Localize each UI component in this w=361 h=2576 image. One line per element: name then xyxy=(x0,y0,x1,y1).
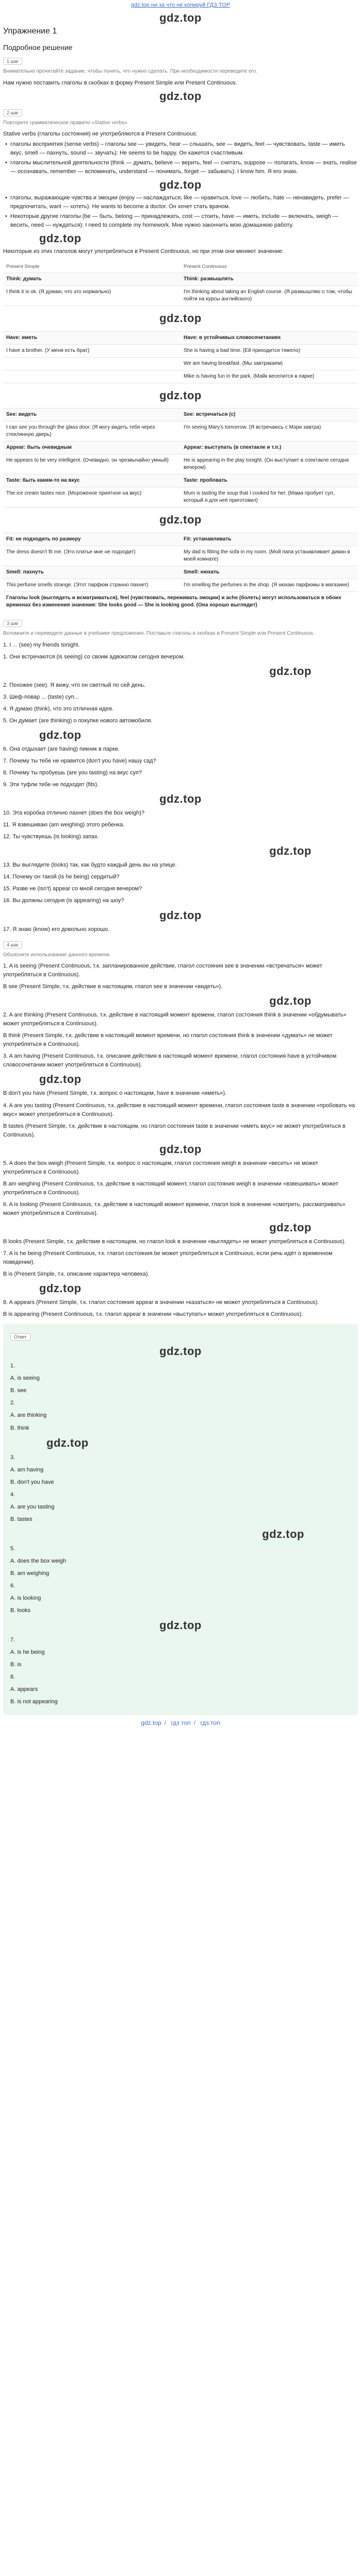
table-cell: I think it is ok. (Я думаю, что это нормально) xyxy=(3,285,180,306)
top-link[interactable]: gdz.top ни за что не копируй ГДЗ.TOP xyxy=(130,2,231,8)
list-item: B looks (Present Simple, т.к. действие в настоящем, но глагол look в значении «выглядеть» не может употребляться в Continuous). xyxy=(3,1238,346,1245)
list-item: B tastes (Present Simple, т.к. действие в настоящем, но глагол состояния taste в значении «иметь вкус» не может употребляться в Continuous). xyxy=(3,1123,346,1138)
answer-item: A. does the box weigh xyxy=(10,1557,67,1564)
watermark: gdz.top xyxy=(39,728,81,741)
list-item: 10. Эта коробка отлично пахнет (does the box weigh)? xyxy=(3,810,145,817)
footer-link[interactable]: гдз.топ xyxy=(200,1719,220,1727)
step-2-badge: 2 шаг xyxy=(3,109,22,116)
watermark: gdz.top xyxy=(159,513,202,527)
table-cell: She is having a bad time. (Ей приходится тяжело) xyxy=(180,344,358,357)
section-cell: Fit: не подходить по размеру xyxy=(3,533,180,546)
table-cell xyxy=(3,357,180,370)
head-cell: Present Simple xyxy=(6,263,40,269)
list-item: 15. Разве не (isn't) appear со мной сегодня вечером? xyxy=(3,886,142,892)
table-cell: I'm thinking about taking an English course. (Я размышляю о том, чтобы пойти на курсы английского) xyxy=(180,285,358,306)
answer-item: B. am weighing xyxy=(10,1570,50,1577)
list-item: B see (Present Simple, т.к. действие в настоящем, глагол see в значении «видеть»). xyxy=(3,984,223,990)
step-1-hint: Внимательно прочитайте задание, чтобы понять, что нужно сделать. При необходимости переведите его. xyxy=(3,69,258,74)
list-item: 3. Шеф-повар ... (taste) суп... xyxy=(3,693,79,700)
list-item: 6. Она отдыхает (are having) пикник в парке. xyxy=(3,745,120,752)
step-3-list xyxy=(3,641,358,934)
list-item: B is (Present Simple, т.к. описание характера человека). xyxy=(3,1271,150,1278)
content xyxy=(0,27,361,1715)
step-3-badge: 3 шаг xyxy=(3,620,22,627)
table-cell: The ice cream tastes nice. (Мороженое приятное на вкус) xyxy=(3,487,180,507)
answer-item: B. looks xyxy=(10,1607,31,1614)
step-2-note: Некоторые из этих глаголов могут употребляться в Present Continuous, но при этом они меняют значение: xyxy=(3,248,284,255)
answer-item: 3. xyxy=(10,1454,15,1461)
list-item: 17. Я знаю (know) его довольно хорошо. xyxy=(3,926,110,933)
list-item: 4. A are you tasting (Present Continuous, т.к. действие в настоящий момент времени, глагол состояния taste в значении «пробовать на вкус» может употребляться в Continuous). xyxy=(3,1102,355,1117)
footer-link[interactable]: gdz.top xyxy=(141,1719,161,1727)
list-item: 1. I ... (see) my friends tonight. xyxy=(3,641,80,648)
watermark: gdz.top xyxy=(39,232,81,245)
section-cell: Smell: пахнуть xyxy=(3,566,180,579)
head-cell: Present Continuous xyxy=(184,263,227,269)
watermark: gdz.top xyxy=(39,1282,81,1295)
answer-item: 5. xyxy=(10,1545,15,1552)
watermark: gdz.top xyxy=(269,664,311,677)
list-item: 7. A is he being (Present Continuous, т.к. глагол состояния be может употребляться в Continuous, если речь идёт о временном поведении). xyxy=(3,1250,333,1266)
table-cell: He is appearing in the play tonight. (Он выступает в спектакле сегодня вечером) xyxy=(180,454,358,474)
step-1-task: Нам нужно поставить глаголы в скобках в форму Present Simple или Present Continuous. xyxy=(3,79,237,86)
section-cell: See: видеть xyxy=(3,409,180,421)
watermark: gdz.top xyxy=(46,1436,89,1449)
solution-subtitle: Подробное решение xyxy=(3,43,73,52)
answer-item: 6. xyxy=(10,1582,15,1589)
watermark: gdz.top xyxy=(262,1527,304,1540)
bullet: • Некоторые другие глаголы (be — быть, belong — принадлежать, cost — стоить, have — иметь, include — включать, weigh — весить, need — нуждаться): I need to complete my homework. Мне нужно закончить мою домашнюю работу. xyxy=(10,212,358,230)
answer-item: 2. xyxy=(10,1400,15,1406)
list-item: 1. Они встречаются (is seeing) со своим адвокатом сегодня вечером. xyxy=(3,653,185,660)
step-1-badge: 1 шаг xyxy=(3,58,22,65)
answer-item: B. don't you have xyxy=(10,1479,54,1485)
list-item: 12. Ты чувствуешь (is looking) запах. xyxy=(3,834,99,840)
section-cell: Fit: устанавливать xyxy=(180,533,358,546)
answer-item: B. see xyxy=(10,1387,27,1394)
table-cell: I have a brother. (У меня есть брат) xyxy=(3,344,180,357)
exercise-title: Упражнение 1 xyxy=(3,27,57,36)
table-cell: This perfume smells strange. (Этот парфюм странно пахнет) xyxy=(3,579,180,592)
watermark: gdz.top xyxy=(39,1073,81,1086)
list-item: 14. Почему он такой (is he being) сердитый? xyxy=(3,874,120,880)
answer-item: B. is not appearing xyxy=(10,1699,58,1705)
watermark: gdz.top xyxy=(159,1142,202,1156)
list-item: 4. Я думаю (think), что это отличная идея. xyxy=(3,705,113,712)
step-3-hint: Вспомните и переведите данные в учебнике предложения. Поставьте глаголы в скобках в Present Simple или Present Continuous. xyxy=(3,631,315,637)
list-item: B don't you have (Present Simple, т.к. вопрос о настоящем, have в значении «иметь»). xyxy=(3,1090,227,1097)
answer-item: B. think xyxy=(10,1425,29,1431)
answer-item: A. are thinking xyxy=(10,1412,47,1419)
watermark: gdz.top xyxy=(159,89,202,103)
bullet: • глаголы восприятия (sense verbs) – глаголы see — увидеть, hear — слышать, see — видеть, feel — чувствовать, taste — иметь вкус, smell — пахнуть, sound — звучать): He seems to be happy. Он кажется счастливым. xyxy=(10,140,358,158)
watermark: gdz.top xyxy=(159,388,202,402)
section-cell: Have: в устойчивых словосочетаниях xyxy=(180,331,358,344)
answer-item: A. are you tasting xyxy=(10,1503,55,1510)
list-item: 2. A are thinking (Present Continuous, т.к. действие в настоящий момент времени, глагол состояния think в значении «обдумывать» может употребляться в Continuous). xyxy=(3,1012,347,1027)
table-head xyxy=(3,261,358,273)
answer-item: A. is he being xyxy=(10,1649,45,1656)
watermark: gdz.top xyxy=(269,1221,311,1234)
answer-item: 4. xyxy=(10,1491,15,1498)
list-item: 7. Почему ты тебе не нравится (don't you have) нашу сад? xyxy=(3,758,156,765)
watermark: gdz.top xyxy=(159,908,202,922)
table-cell: The dress doesn't fit me. (Это платье мне не подходит) xyxy=(3,546,180,566)
list-item: 16. Вы должны сегодня (is appearing) на шоу? xyxy=(3,897,124,904)
answer-item: B. is xyxy=(10,1662,22,1668)
watermark: gdz.top xyxy=(159,1345,202,1358)
answer-item: A. is looking xyxy=(10,1595,41,1602)
answer-item: 7. xyxy=(10,1637,15,1643)
table-cell: My dad is fitting the sofa in my room. (Мой папа устанавливает диван в моей комнате) xyxy=(180,546,358,566)
table-cell: Mum is tasting the soup that I cooked for her. (Мама пробует суп, который я для неё приготовил) xyxy=(180,487,358,507)
watermark: gdz.top xyxy=(159,311,202,325)
watermark: gdz.top xyxy=(159,178,202,192)
footer-link[interactable]: гдз топ xyxy=(171,1719,191,1727)
section-cell: Taste: быть каким-то на вкус xyxy=(3,474,180,487)
section-cell: Appear: быть очевидным xyxy=(3,442,180,454)
list-item: 2. Похожее (see). Я вижу, что он светлый по сей день. xyxy=(3,682,146,688)
watermark: gdz.top xyxy=(159,1619,202,1632)
table-cell: I'm seeing Mary's tomorrow. (Я встречаюсь с Мэри завтра) xyxy=(180,421,358,442)
table-cell: I'm smelling the perfumes in the shop. (Я нюхаю парфюмы в магазине) xyxy=(180,579,358,592)
step-4-badge: 4 шаг xyxy=(3,941,22,948)
step-2-hint: Повторите грамматическое правило «Stative verbs» xyxy=(3,120,127,126)
step-4-list xyxy=(3,962,358,1319)
list-item: 11. Я взвешиваю (am weighing) этого ребенка. xyxy=(3,822,125,828)
answer-badge: Ответ xyxy=(10,1333,30,1341)
section-cell: Have: иметь xyxy=(3,331,180,344)
bullet: • глаголы мыслительной деятельности (think — думать, believe — верить, feel — считать, suppose — полагать, know — знать, realise — осознавать, remember — вспоминать, understand — понимать, forget — забывать): I know him. Я его знаю. xyxy=(10,159,358,176)
section-cell: Appear: выступать (в спектакле и т.п.) xyxy=(180,442,358,454)
list-item: 5. A does the box weigh (Present Simple, т.к. вопрос о настоящем, глагол состояния weigh в значении «весить» не может употребляться в Continuous). xyxy=(3,1160,318,1175)
list-item: B am weighing (Present Continuous, т.к. действие в настоящий момент, глагол состояния weigh в значении «взвешивать» может употребляться в Continuous). xyxy=(3,1180,338,1196)
table-cell: We are having breakfast. (Мы завтракаем) xyxy=(180,357,358,370)
list-item: 3. A am having (Present Continuous, т.к. описание действия в настоящий момент времени, глагол состояния have в устойчивом словосочетании может употребляться в Continuous). xyxy=(3,1053,337,1069)
list-item: 6. A is looking (Present Continuous, т.к. действие в настоящий момент времени, глагол look в значении «смотреть, рассматривать» может употребляться в Continuous). xyxy=(3,1201,346,1216)
answer-item: A. is seeing xyxy=(10,1375,40,1382)
footer: gdz.top / гдз топ / гдз.топ xyxy=(141,1719,220,1727)
section-cell: Smell: нюхать xyxy=(180,566,358,579)
list-item: 5. Он думает (are thinking) о покупке нового автомобиля. xyxy=(3,717,153,724)
step-2-intro: Stative verbs (глаголы состояния) не употребляются в Present Continuous: xyxy=(3,131,198,138)
list-item: 8. A appears (Present Simple, т.к. глагол состояния appear в значении «казаться» не может употребляться в Continuous). xyxy=(3,1299,319,1306)
table-cell: Mike is having fun in the park. (Майк веселится в парке) xyxy=(180,370,358,383)
table-cell: He appears to be very intelligent. (Очевидно, он чрезвычайно умный) xyxy=(3,454,180,474)
watermark: gdz.top xyxy=(159,11,202,24)
comparison-table xyxy=(3,261,358,612)
list-item: 9. Эти туфли тебе не подходят (fits). xyxy=(3,782,99,788)
answer-item: 8. xyxy=(10,1674,15,1681)
list-item: 13. Вы выглядите (looks) так, как будто каждый день вы на улице. xyxy=(3,862,177,869)
table-cell xyxy=(3,370,180,383)
section-cell: Think: думать xyxy=(3,273,180,285)
list-item: B is appearing (Present Continuous, т.к. глагол appear в значении «выступать» может употребляться в Continuous). xyxy=(3,1311,303,1318)
list-item: B think (Present Simple, т.к. действие в настоящий момент времени, но глагол состояния think в значении «думать» не может употребляться в Continuous). xyxy=(3,1032,333,1048)
watermark: gdz.top xyxy=(269,994,311,1008)
table-footer-cell: Глаголы look (выглядеть и всматриваться), feel (чувствовать, переживать эмоции) и ache (болеть) могут использоваться в обоих временах без изменения значения: She looks good — She is looking good. (Она хорошо выглядит) xyxy=(3,592,358,612)
list-item: 1. A is seeing (Present Continuous, т.к. запланированное действие, глагол состояния see в значении «встречаться» может употребляться в Continuous). xyxy=(3,963,322,978)
stative-bullets xyxy=(3,140,358,230)
table-cell: I can see you through the glass door. (Я могу видеть тебя через стеклянную дверь) xyxy=(3,421,180,442)
answer-item: A. appears xyxy=(10,1686,38,1693)
bullet: • глаголы, выражающие чувства и эмоции (enjoy — наслаждаться, like — нравиться, love — любить, hate — ненавидеть, prefer — предпочитать, want — хотеть): He wants to become a doctor. Он хочет стать врачом. xyxy=(10,194,358,211)
section-cell: Taste: пробовать xyxy=(180,474,358,487)
section-cell: See: встречаться (с) xyxy=(180,409,358,421)
answer-box xyxy=(3,1324,358,1715)
watermark: gdz.top xyxy=(159,792,202,806)
answer-item: 1. xyxy=(10,1363,15,1369)
list-item: 8. Почему ты пробуешь (are you tasting) на вкус суп? xyxy=(3,770,142,776)
answer-item: A. am having xyxy=(10,1466,44,1473)
section-cell: Think: размышлять xyxy=(180,273,358,285)
answer-item: B. tastes xyxy=(10,1516,32,1522)
step-4-hint: Объясните использование данного времени. xyxy=(3,952,111,958)
watermark: gdz.top xyxy=(269,844,311,858)
